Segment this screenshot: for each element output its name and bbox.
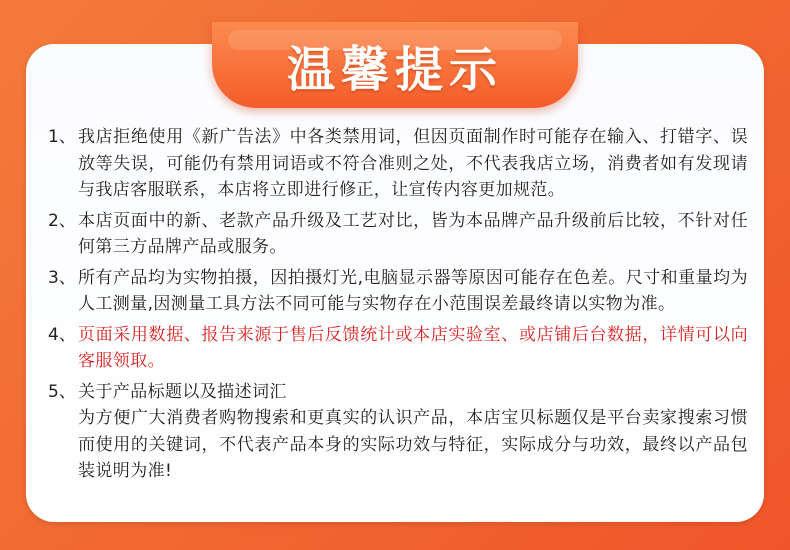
list-item (48, 124, 748, 204)
item-heading: 关于产品标题以及描述词汇 (78, 381, 287, 402)
item-number: 2、 (48, 210, 76, 231)
list-item (48, 208, 748, 261)
title-banner (212, 22, 578, 108)
item-number: 5、 (48, 381, 76, 402)
page-title: 温馨提示 (286, 41, 503, 98)
item-text: 我店拒绝使用《新广告法》中各类禁用词，但因页面制作时可能存在输入、打错字、误放等失误，可能仍有禁用词语或不符合准则之处，不代表我店立场，消费者如有发现请与我店客服联系，本店将立即进行修正，让宣传内容更加规范。 (78, 127, 748, 200)
list-item (48, 322, 748, 375)
notice-list (48, 124, 748, 489)
item-text: 本店页面中的新、老款产品升级及工艺对比，皆为本品牌产品升级前后比较，不针对任何第三方品牌产品或服务。 (78, 210, 748, 257)
item-number: 4、 (48, 324, 76, 345)
list-item (48, 265, 748, 318)
item-text: 所有产品均为实物拍摄，因拍摄灯光,电脑显示器等原因可能存在色差。尺寸和重量均为人工测量,因测量工具方法不同可能与实物存在小范围误差最终请以实物为准。 (78, 267, 748, 314)
item-text (78, 379, 748, 485)
item-number: 3、 (48, 267, 76, 288)
item-text-highlight: 页面采用数据、报告来源于售后反馈统计或本店实验室、或店铺后台数据，详情可以向客服领取。 (78, 324, 748, 371)
item-subtext: 为方便广大消费者购物搜索和更真实的认识产品，本店宝贝标题仅是平台卖家搜索习惯而使用的关键词，不代表产品本身的实际功效与特征，实际成分与功效，最终以产品包装说明为准! (78, 408, 748, 481)
list-item (48, 379, 748, 485)
item-number: 1、 (48, 127, 76, 147)
